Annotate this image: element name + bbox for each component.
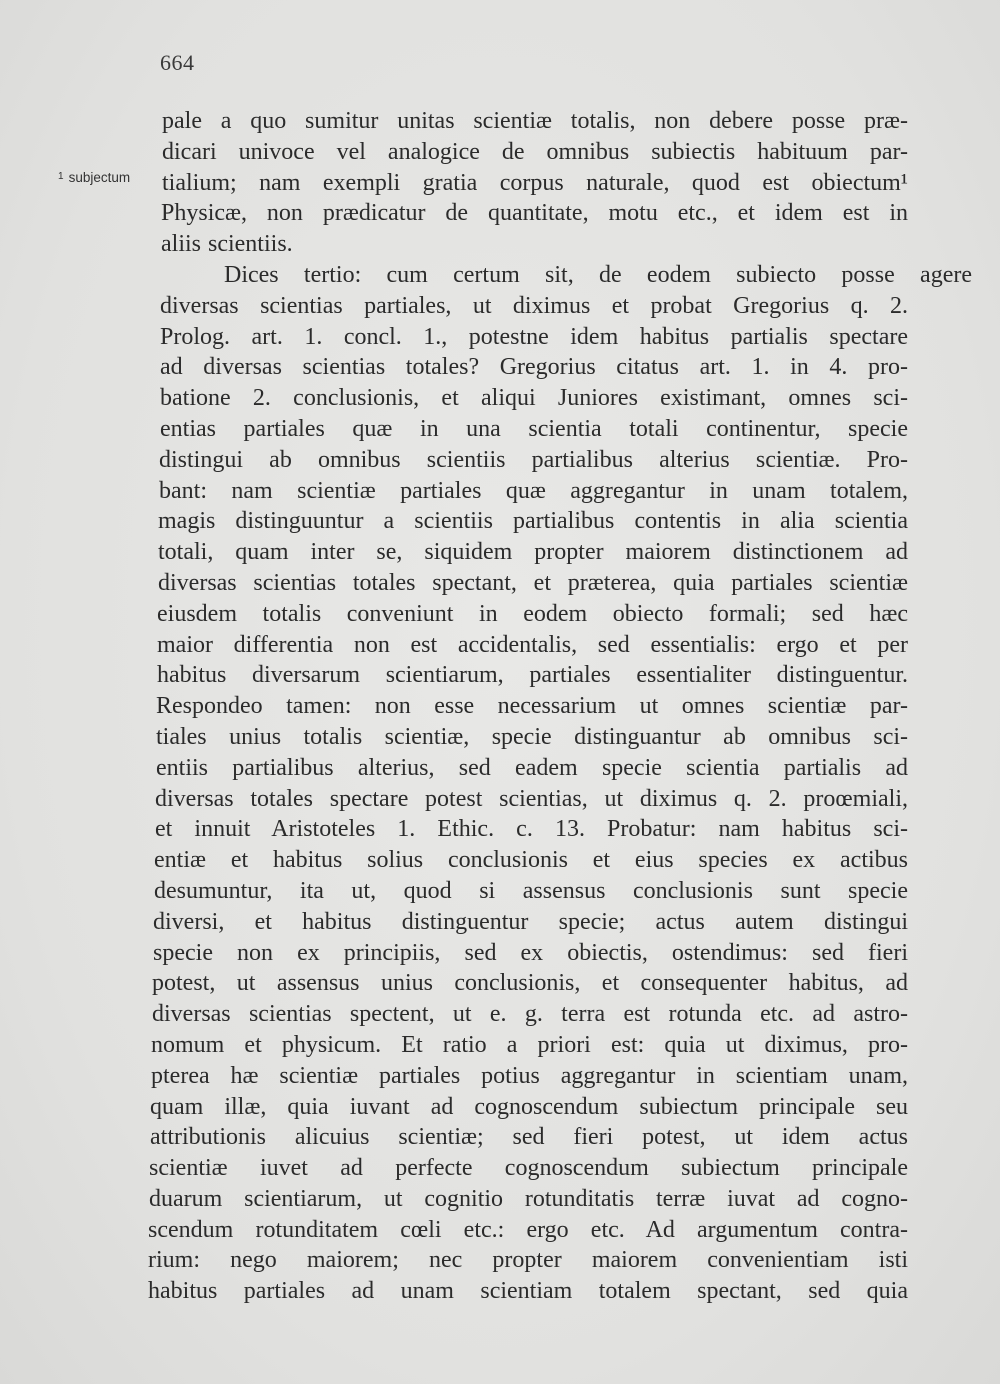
text-line: desumuntur, ita ut, quod si assensus conclusionis sunt specie — [154, 877, 908, 904]
text-line: distingui ab omnibus scientiis partialibus alterius scientiæ. Pro- — [159, 446, 908, 473]
text-line: maior differentia non est accidentalis, sed essentialis: ergo et per — [157, 631, 908, 658]
text-line: rium: nego maiorem; nec propter maiorem convenientiam isti — [148, 1247, 908, 1274]
text-line: batione 2. conclusionis, et aliqui Juniores existimant, omnes sci- — [160, 385, 908, 412]
text-line: scendum rotunditatem cœli etc.: ergo etc. Ad argumentum contra- — [148, 1216, 908, 1243]
text-line: habitus partiales ad unam scientiam totalem spectant, sed quia — [148, 1278, 908, 1305]
text-line: quam illæ, quia iuvant ad cognoscendum subiectum principale seu — [150, 1093, 908, 1120]
text-line: pterea hæ scientiæ partiales potius aggregantur in scientiam unam, — [151, 1062, 908, 1089]
text-line: Dices tertio: cum certum sit, de eodem subiecto posse agere — [224, 261, 972, 288]
text-line: et innuit Aristoteles 1. Ethic. c. 13. Probatur: nam habitus sci- — [155, 816, 908, 843]
margin-note-text: subjectum — [68, 170, 131, 185]
text-line: diversi, et habitus distinguentur specie; actus autem distingui — [153, 908, 908, 935]
text-line: dicari univoce vel analogice de omnibus subiectis habituum par- — [162, 138, 908, 165]
text-line: scientiæ iuvet ad perfecte cognoscendum subiectum principale — [149, 1155, 908, 1182]
text-line: entias partiales quæ in una scientia totali continentur, specie — [160, 415, 908, 442]
text-line: pale a quo sumitur unitas scientiæ totalis, non debere posse præ- — [162, 108, 908, 134]
text-line: entiæ et habitus solius conclusionis et eius species ex actibus — [154, 847, 908, 874]
text-line: potest, ut assensus unius conclusionis, et consequenter habitus, ad — [152, 970, 908, 997]
page-number: 664 — [160, 50, 195, 75]
text-line: Physicæ, non prædicatur de quantitate, motu etc., et idem est in — [161, 200, 908, 227]
text-line: Respondeo tamen: non esse necessarium ut omnes scientiæ par- — [156, 693, 908, 720]
text-line: ad diversas scientias totales? Gregorius citatus art. 1. in 4. pro- — [160, 354, 908, 381]
text-line: tiales unius totalis scientiæ, specie distinguantur ab omnibus sci- — [156, 723, 908, 750]
text-line: Prolog. art. 1. concl. 1., potestne idem habitus partialis spectare — [160, 323, 908, 350]
text-line: diversas scientias partiales, ut diximus et probat Gregorius q. 2. — [160, 292, 908, 319]
text-line: aliis scientiis. — [161, 231, 293, 258]
text-line: bant: nam scientiæ partiales quæ aggregantur in unam totalem, — [159, 477, 908, 504]
body-text — [148, 106, 972, 1307]
text-line: nomum et physicum. Et ratio a priori est: quia ut diximus, pro- — [151, 1031, 908, 1058]
text-line: diversas scientias totales spectant, et præterea, quia partiales scientiæ — [158, 569, 908, 596]
margin-note — [58, 170, 130, 185]
text-line: entiis partialibus alterius, sed eadem specie scientia partialis ad — [156, 754, 908, 781]
text-line: eiusdem totalis conveniunt in eodem obiecto formali; sed hæc — [157, 600, 908, 627]
text-line: diversas totales spectare potest scientias, ut diximus q. 2. proœmiali, — [155, 785, 908, 812]
text-line: diversas scientias spectent, ut e. g. terra est rotunda etc. ad astro- — [152, 1001, 908, 1028]
text-line: duarum scientiarum, ut cognitio rotunditatis terræ iuvat ad cogno- — [149, 1185, 908, 1212]
margin-note-marker: 1 — [58, 171, 64, 182]
text-line: specie non ex principiis, sed ex obiectis, ostendimus: sed fieri — [153, 939, 908, 966]
text-line: attributionis alicuius scientiæ; sed fieri potest, ut idem actus — [150, 1124, 908, 1151]
text-line: tialium; nam exempli gratia corpus naturale, quod est obiectum¹ — [162, 169, 908, 196]
text-line: habitus diversarum scientiarum, partiales essentialiter distinguentur. — [157, 662, 908, 689]
text-line: magis distinguuntur a scientiis partialibus contentis in alia scientia — [158, 508, 908, 535]
text-line: totali, quam inter se, siquidem propter maiorem distinctionem ad — [158, 539, 908, 566]
